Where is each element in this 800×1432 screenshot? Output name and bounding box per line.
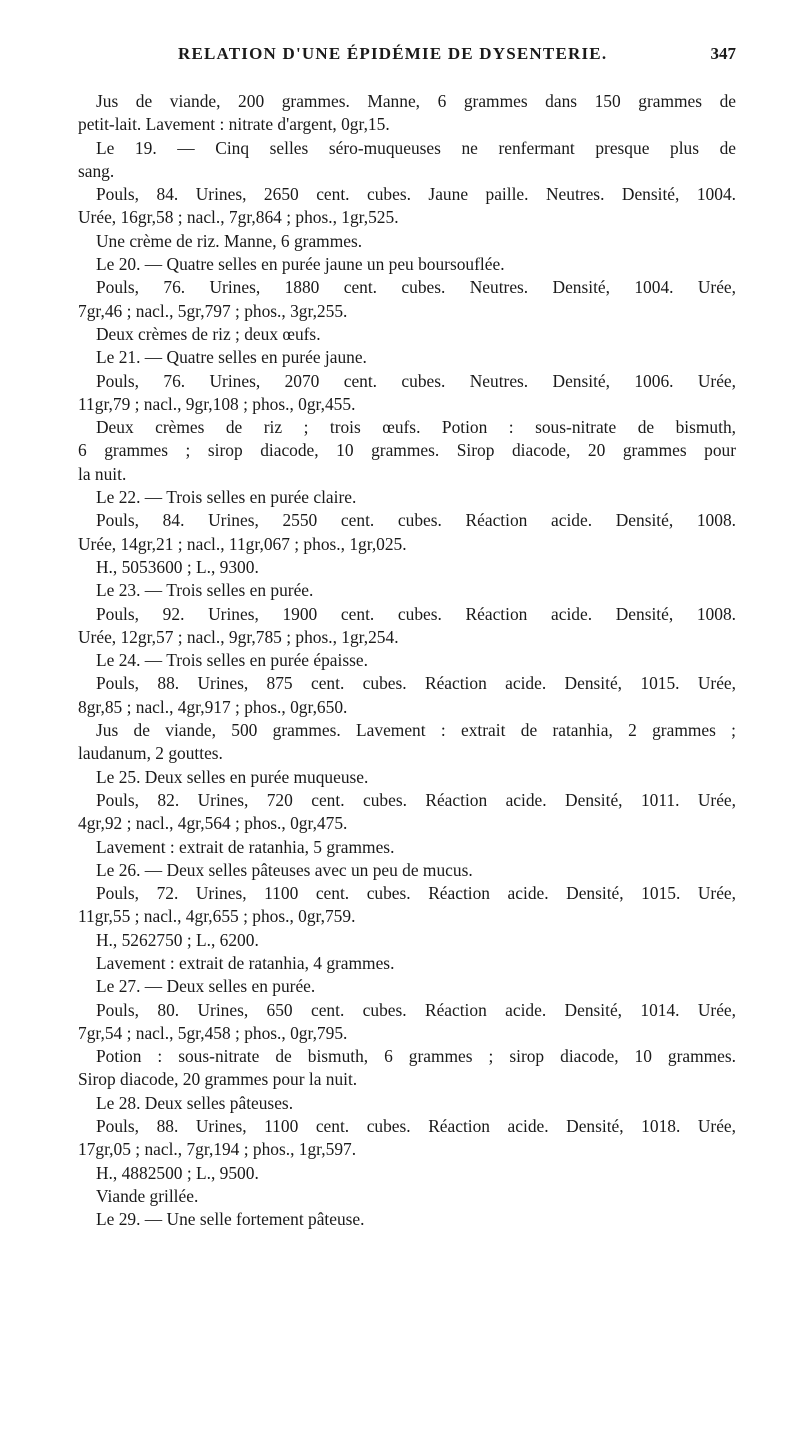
text-line: Le 20. — Quatre selles en purée jaune un peu boursouflée. xyxy=(96,254,505,275)
text-line: Pouls, 82. Urines, 720 cent. cubes. Réaction acide. Densité, 1011. Urée, xyxy=(96,789,736,810)
text-body xyxy=(78,90,736,1232)
text-line: Urée, 16gr,58 ; nacl., 7gr,864 ; phos., 1gr,525. xyxy=(78,207,399,228)
text-line: 8gr,85 ; nacl., 4gr,917 ; phos., 0gr,650. xyxy=(78,696,348,717)
text-line: 11gr,55 ; nacl., 4gr,655 ; phos., 0gr,759. xyxy=(78,906,356,927)
text-line: Lavement : extrait de ratanhia, 5 grammes. xyxy=(96,836,395,857)
text-line: Le 22. — Trois selles en purée claire. xyxy=(96,487,357,508)
text-line: Pouls, 92. Urines, 1900 cent. cubes. Réaction acide. Densité, 1008. xyxy=(96,603,736,624)
text-line: Jus de viande, 500 grammes. Lavement : extrait de ratanhia, 2 grammes ; xyxy=(96,720,736,741)
text-line: 4gr,92 ; nacl., 4gr,564 ; phos., 0gr,475. xyxy=(78,813,348,834)
text-line: Urée, 12gr,57 ; nacl., 9gr,785 ; phos., 1gr,254. xyxy=(78,626,399,647)
running-head: RELATION D'UNE ÉPIDÉMIE DE DYSENTERIE. xyxy=(178,44,608,63)
text-line: Le 21. — Quatre selles en purée jaune. xyxy=(96,347,367,368)
text-line: laudanum, 2 gouttes. xyxy=(78,743,223,764)
text-line: Pouls, 76. Urines, 2070 cent. cubes. Neutres. Densité, 1006. Urée, xyxy=(96,370,736,391)
text-line: Pouls, 88. Urines, 875 cent. cubes. Réaction acide. Densité, 1015. Urée, xyxy=(96,673,736,694)
text-line: Pouls, 80. Urines, 650 cent. cubes. Réaction acide. Densité, 1014. Urée, xyxy=(96,999,736,1020)
text-line: Le 24. — Trois selles en purée épaisse. xyxy=(96,650,368,671)
text-line: Le 27. — Deux selles en purée. xyxy=(96,976,316,997)
text-line: Lavement : extrait de ratanhia, 4 grammes. xyxy=(96,952,395,973)
text-line: Le 23. — Trois selles en purée. xyxy=(96,580,314,601)
text-line: Pouls, 76. Urines, 1880 cent. cubes. Neutres. Densité, 1004. Urée, xyxy=(96,277,736,298)
text-line: Le 19. — Cinq selles séro-muqueuses ne renfermant presque plus de xyxy=(96,137,736,158)
text-line: H., 5262750 ; L., 6200. xyxy=(96,929,259,950)
text-line: sang. xyxy=(78,160,115,181)
text-line: 7gr,46 ; nacl., 5gr,797 ; phos., 3gr,255. xyxy=(78,300,348,321)
text-line: Deux crèmes de riz ; trois œufs. Potion : sous-nitrate de bismuth, xyxy=(96,417,736,438)
text-line: Le 29. — Une selle fortement pâteuse. xyxy=(96,1209,365,1230)
text-line: Urée, 14gr,21 ; nacl., 11gr,067 ; phos., 1gr,025. xyxy=(78,533,407,554)
text-line: Potion : sous-nitrate de bismuth, 6 grammes ; sirop diacode, 10 grammes. xyxy=(96,1046,736,1067)
text-line: Viande grillée. xyxy=(96,1185,199,1206)
text-line: Pouls, 72. Urines, 1100 cent. cubes. Réaction acide. Densité, 1015. Urée, xyxy=(96,883,736,904)
page-header xyxy=(78,44,736,84)
text-line: petit-lait. Lavement : nitrate d'argent, 0gr,15. xyxy=(78,114,390,135)
text-line: 6 grammes ; sirop diacode, 10 grammes. Sirop diacode, 20 grammes pour xyxy=(78,440,736,461)
text-line: Le 25. Deux selles en purée muqueuse. xyxy=(96,766,369,787)
page-number: 347 xyxy=(710,44,736,63)
text-line: Deux crèmes de riz ; deux œufs. xyxy=(96,323,321,344)
text-line: Une crème de riz. Manne, 6 grammes. xyxy=(96,230,363,251)
text-line: Pouls, 84. Urines, 2550 cent. cubes. Réaction acide. Densité, 1008. xyxy=(96,510,736,531)
text-line: Le 28. Deux selles pâteuses. xyxy=(96,1092,294,1113)
text-line: Pouls, 84. Urines, 2650 cent. cubes. Jaune paille. Neutres. Densité, 1004. xyxy=(96,184,736,205)
text-line: 17gr,05 ; nacl., 7gr,194 ; phos., 1gr,597. xyxy=(78,1139,357,1160)
text-line: Jus de viande, 200 grammes. Manne, 6 grammes dans 150 grammes de xyxy=(96,91,736,111)
text-line: 11gr,79 ; nacl., 9gr,108 ; phos., 0gr,455. xyxy=(78,393,356,414)
text-line: Pouls, 88. Urines, 1100 cent. cubes. Réaction acide. Densité, 1018. Urée, xyxy=(96,1116,736,1137)
text-line: la nuit. xyxy=(78,463,127,484)
text-line: 7gr,54 ; nacl., 5gr,458 ; phos., 0gr,795. xyxy=(78,1022,348,1043)
text-line: Sirop diacode, 20 grammes pour la nuit. xyxy=(78,1069,358,1090)
text-line: H., 4882500 ; L., 9500. xyxy=(96,1162,259,1183)
text-line: H., 5053600 ; L., 9300. xyxy=(96,556,259,577)
text-line: Le 26. — Deux selles pâteuses avec un peu de mucus. xyxy=(96,859,473,880)
